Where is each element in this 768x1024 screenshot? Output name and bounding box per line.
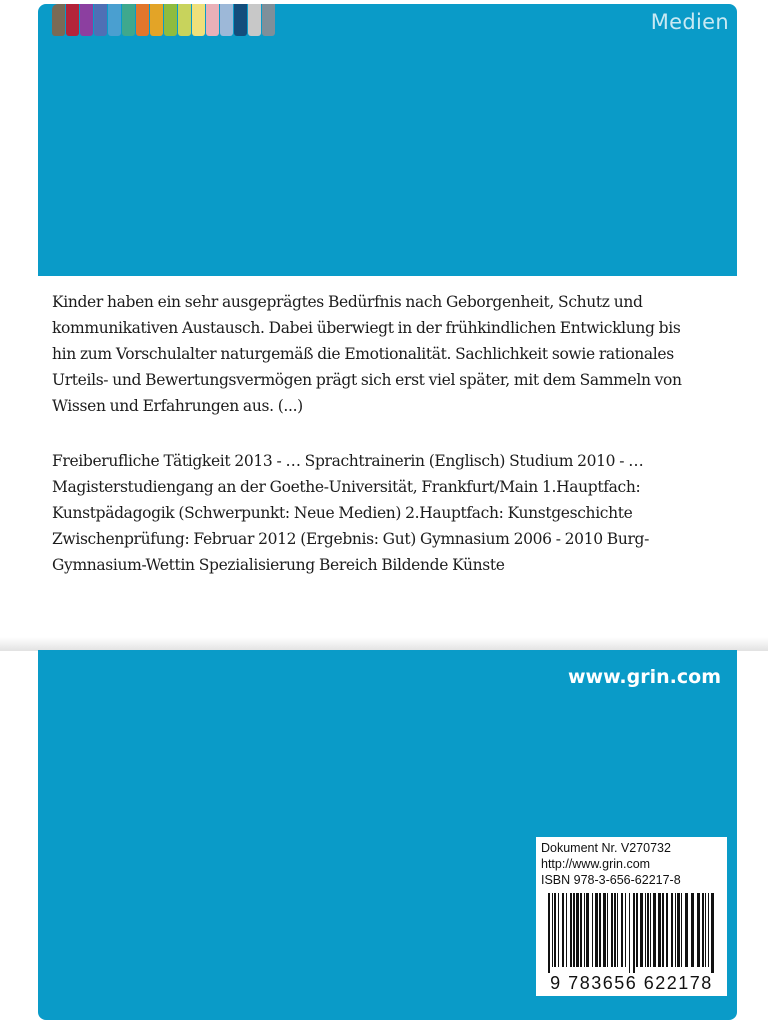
barcode-bar [614, 893, 616, 967]
barcode-bar [662, 893, 664, 967]
abstract-paragraph: Kinder haben ein sehr ausgeprägtes Bedürfnis nach Geborgenheit, Schutz und kommunikativen Austausch. Dabei überwiegt in der frühkindlichen Entwicklung bis hin zum Vorschulalter naturgemäß die Emotionalität. Sachlichkeit sowie rationales Urteils- und Bewertungsvermögen prägt sich erst viel später, mit dem Sammeln von Wissen und Erfahrungen aus. (...) [52, 293, 682, 415]
barcode-bar [658, 893, 661, 967]
page-fold-shadow [0, 637, 768, 651]
barcode-bar [566, 893, 567, 967]
barcode-bar [554, 893, 556, 967]
barcode-bar [573, 893, 575, 967]
barcode-bar [586, 893, 589, 967]
barcode-bar [705, 893, 706, 967]
barcode-bar [691, 893, 694, 967]
barcode-icon [548, 893, 716, 973]
color-stripe [136, 4, 149, 36]
barcode-bar [636, 893, 638, 967]
blurb-text [52, 289, 702, 578]
barcode-bar [647, 893, 649, 967]
color-stripe [220, 4, 233, 36]
barcode-bar [640, 893, 643, 967]
barcode-bar [603, 893, 606, 967]
document-number: Dokument Nr. V270732 [541, 841, 671, 855]
barcode-bar [607, 893, 608, 967]
barcode-bar [599, 893, 601, 967]
barcode-box [536, 837, 727, 996]
barcode-bar [570, 893, 572, 967]
website-link[interactable]: www.grin.com [567, 666, 721, 688]
barcode-bar [653, 893, 656, 967]
barcode-bar [671, 893, 673, 967]
barcode-bar [708, 893, 709, 967]
color-stripe [164, 4, 177, 36]
barcode-bar [666, 893, 668, 967]
barcode-bar [562, 893, 564, 967]
color-stripe [108, 4, 121, 36]
category-label: Medien [650, 10, 729, 34]
barcode-bar [592, 893, 593, 967]
color-stripe [94, 4, 107, 36]
barcode-bar [625, 893, 626, 967]
color-stripe [122, 4, 135, 36]
barcode-bar [697, 893, 700, 967]
barcode-bar [629, 893, 630, 973]
barcode-bar [584, 893, 585, 967]
color-stripe [150, 4, 163, 36]
color-stripe [178, 4, 191, 36]
barcode-bar [645, 893, 646, 967]
barcode-bar [675, 893, 676, 967]
barcode-bar [633, 893, 635, 973]
publisher-url: http://www.grin.com [541, 857, 651, 871]
author-bio-paragraph: Freiberufliche Tätigkeit 2013 - … Sprachtrainerin (Englisch) Studium 2010 - … Magisterstudiengang an der Goethe-Universität, Frankfurt/Main 1.Hauptfach: Kunstpädagogik (Schwerpunkt: Neue Medien) 2.Hauptfach: Kunstgeschichte Zwischenprüfung: Februar 2012 (Ergebnis: Gut) Gymnasium 2006 - 2010 Burg-Gymnasium-Wettin Spezialisierung Bereich Bildende Künste [52, 452, 649, 574]
color-stripe [66, 4, 79, 36]
barcode-bar [611, 893, 613, 967]
cover-top-panel [38, 4, 737, 276]
color-stripes [52, 4, 276, 36]
barcode-bar [552, 893, 553, 967]
color-stripe [80, 4, 93, 36]
cover-bottom-panel [38, 650, 737, 1020]
barcode-bar [595, 893, 598, 967]
barcode-bar [711, 893, 714, 973]
barcode-bar [617, 893, 618, 967]
color-stripe [248, 4, 261, 36]
barcode-bar [677, 893, 680, 967]
barcode-bar [548, 893, 550, 973]
color-stripe [206, 4, 219, 36]
barcode-bar [580, 893, 582, 967]
color-stripe [262, 4, 275, 36]
color-stripe [192, 4, 205, 36]
color-stripe [234, 4, 247, 36]
barcode-bar [650, 893, 651, 967]
barcode-bar [558, 893, 559, 967]
barcode-bar [576, 893, 579, 967]
barcode-bar [621, 893, 623, 967]
isbn-number: ISBN 978-3-656-62217-8 [541, 873, 681, 887]
barcode-bar [702, 893, 704, 967]
barcode-bar [685, 893, 688, 967]
barcode-digits: 9 783656 622178 [550, 973, 713, 993]
color-stripe [52, 4, 65, 36]
barcode-bar [681, 893, 682, 967]
